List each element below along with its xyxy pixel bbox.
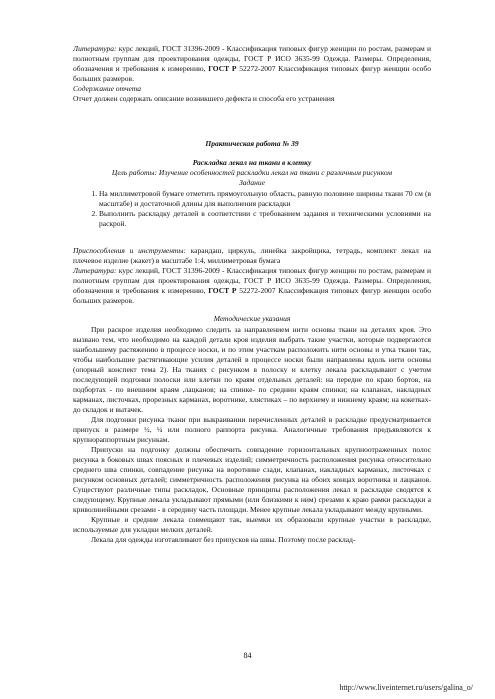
report-label: Содержание отчета (73, 84, 142, 93)
work-subtitle: Раскладка лекал на ткани в клетку (192, 158, 312, 167)
tools-and-literature (73, 246, 431, 306)
lit-bold: ГОСТ Р (208, 286, 237, 295)
paragraph-3: Припуски на подгонку должны обеспечить совпадение горизонтальных крупноотраженных полос рисунка в боковых швах поясных и плечевых изделий; симметричность расположения рисунка относительно среднего шва спинки, совпадение рисунка на воротнике сзади, клапанах, накладных карманах, листочках с рисунком основных деталей; симметричность расположения рисунка на обоих концах воротника и лацканов. Существуют различные типы раскладок, Основные принципы расположения лекал в раскладке сводятся к следующему. Крупные лекала укладывают прямыми (или близкими к ним) срезами к краю рамки раскладки а криволинейными срезами - в середину часть площади. Менее крупные лекала укладывают между крупными. (73, 445, 431, 514)
work-title: Практическая работа № 39 (205, 139, 299, 148)
paragraph-4: Крупные и средние лекала совмещают так, выемки их образовали крупные участки в раскладке, используемые для укладки мелких деталей. (73, 515, 431, 534)
literature-text2: 52272-2007 Классификация типовых фигур женщин особо больших размеров. (73, 64, 431, 83)
page-number: 84 (243, 651, 252, 660)
literature-label: Литература: (73, 44, 117, 53)
task-list (73, 189, 431, 229)
paragraph-2: Для подгонки рисунка ткани при выкраивании перечисленных деталей в раскладке предусматривается припуск в размере ½, ¼ или полного раппорта рисунка. Аналогичные требования предъявляются к крупнораппортным рисункам. (73, 415, 431, 444)
paragraph-5: Лекала для одежды изготавливают без припусков на швы. Поэтому после расклад- (91, 535, 356, 544)
method-label: Методические указания (213, 314, 291, 323)
source-url[interactable]: http://www.liveinternet.ru/users/galina_o/ (339, 683, 473, 692)
tools-label: Приспособления и инструменты: (73, 246, 186, 255)
literature-bold: ГОСТ Р (208, 64, 237, 73)
literature-text: курс лекций, ГОСТ 31396-2009 - Классификация типовых фигур женщин по ростам, размерам и полнотным группам для проектирования одежды, ГОСТ Р ИСО 3635-99 Одежда. Размеры. Определения, обозначения и требования к измерению, (73, 44, 431, 73)
task-label: Задание (239, 178, 265, 187)
top-literature (73, 44, 431, 104)
paragraph-1: При раскрое изделия необходимо следить за направлением нити основы ткани на деталях кроя. Это вызвано тем, что необходимо на каждой детали кроя изделия выбрать такие участки, которые подвергаются наибольшему растяжению в процессе носки, и по этим участкам расположить нити основы и утка ткани так, чтобы наибольшие растягивающие усилия деталей в процессе носки были направлены вдоль нити основы (опорный конспект тема 2). На тканях с рисунком в полоску и клетку лекала раскладывают с учетом последующей подгонки полоски или клетки по краям отдельных деталей: на передне по краю бортов, на подбортах - по внешним краям ,лацканов; на спинке- по среднин краям спинки; на клапанах, накладных карманах, листочках, прорезных карманах, воротнике, хлястиках – по верхнему и нижнему краям; на кокетках- до складок и вытачек. (73, 325, 431, 414)
lit-text2: 52272-2007 Классификация типовых фигур женщин особо больших размеров. (73, 286, 431, 305)
task-item-1: 1. На миллиметровой бумаге отметить прямоугольную область, равную половине ширины ткани 70 см (в масштабе) и достаточной длины для выполнения раскладки (99, 189, 431, 209)
tools-text: карандаш, циркуль, линейка закройщика, тетрадь, комплект лекал на плечевое изделие (жакет) в масштабе 1:4, миллиметровая бумага (73, 246, 431, 265)
report-text: Отчет должен содержать описание возникшего дефекта и способа его устранения (73, 94, 335, 103)
task-item-2: 2. Выполнить раскладку деталей в соответствии с требованием задания и техническими условиями на раскрой. (99, 209, 431, 229)
lit-label: Литература: (73, 266, 117, 275)
method-body (73, 325, 431, 545)
lit-text: курс лекций, ГОСТ 31396-2009 - Классификация типовых фигур женщин по ростам, размерам и полнотным группам для проектирования одежды, ГОСТ Р ИСО 3635-99 Одежда. Размеры. Определения, обозначения и требования к измерению, (73, 266, 431, 295)
work-goal: Цель работы: Изучение особенностей раскладки лекал на ткани с различным рисунком (111, 168, 393, 177)
